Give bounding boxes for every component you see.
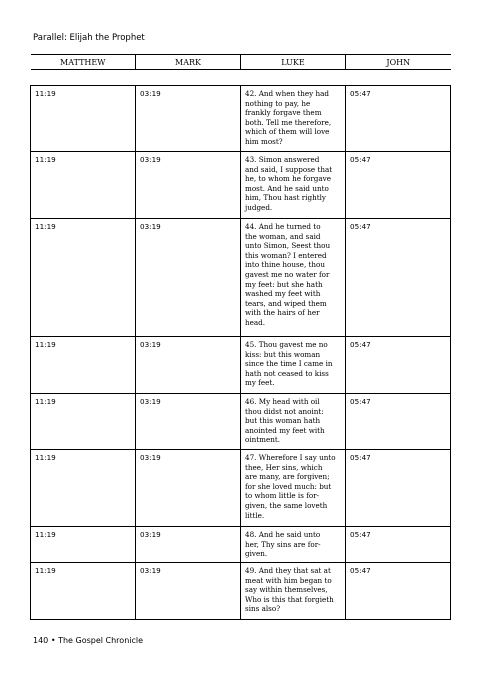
luke-verse: 49. And they that sat at meat with him began to say within themselves, Who is this that forgieth sins also? [245,566,334,614]
spacer-row [31,70,451,86]
john-ref: 05:47 [346,219,451,337]
page-title: Parallel: Elijah the Prophet [33,33,145,43]
table-row [31,394,451,450]
column-header-john: JOHN [346,55,451,70]
luke-verse: 46. My head with oil thou didst not anoint: but this woman hath anointed my feet with ointment. [245,397,325,445]
mark-ref: 03:19 [136,152,241,219]
john-ref: 05:47 [346,563,451,620]
john-ref: 05:47 [346,152,451,219]
luke-verse: 48. And he said unto her, Thy sins are for- given. [245,530,321,559]
mark-ref: 03:19 [136,86,241,152]
matthew-ref: 11:19 [31,450,136,527]
matthew-ref: 11:19 [31,337,136,394]
column-header-mark: MARK [136,55,241,70]
mark-ref: 03:19 [136,450,241,527]
john-ref: 05:47 [346,337,451,394]
luke-verse: 47. Wherefore I say unto thee, Her sins, which are many, are forgiven; for she loved much: but to whom little is for- given, the same loveth little. [245,453,336,520]
table-row [31,527,451,563]
luke-verse: 44. And he turned to the woman, and said unto Simon, Seest thou this woman? I entered into thine house, thou gavest me no water for my feet: but she hath washed my feet with tears, and wiped them with the hairs of her head. [245,222,331,327]
mark-ref: 03:19 [136,563,241,620]
table-row [31,450,451,527]
table-row [31,219,451,337]
john-ref: 05:47 [346,394,451,450]
matthew-ref: 11:19 [31,563,136,620]
matthew-ref: 11:19 [31,152,136,219]
john-ref: 05:47 [346,450,451,527]
luke-verse: 43. Simon answered and said, I suppose that he, to whom he forgave most. And he said unto him, Thou hast rightly judged. [245,155,333,212]
mark-ref: 03:19 [136,527,241,563]
luke-verse: 42. And when they had nothing to pay, he frankly forgave them both. Tell me therefore, which of them will love him most? [245,89,332,146]
mark-ref: 03:19 [136,337,241,394]
table-row [31,152,451,219]
john-ref: 05:47 [346,527,451,563]
luke-verse: 45. Thou gavest me no kiss: but this woman since the time I came in hath not ceased to kiss my feet. [245,340,333,388]
matthew-ref: 11:19 [31,86,136,152]
matthew-ref: 11:19 [31,527,136,563]
parallel-table [30,54,451,620]
mark-ref: 03:19 [136,394,241,450]
matthew-ref: 11:19 [31,394,136,450]
column-header-matthew: MATTHEW [31,55,136,70]
mark-ref: 03:19 [136,219,241,337]
column-header-luke: LUKE [241,55,346,70]
page-footer: 140 • The Gospel Chronicle [33,636,144,645]
matthew-ref: 11:19 [31,219,136,337]
table-row [31,86,451,152]
john-ref: 05:47 [346,86,451,152]
table-row [31,337,451,394]
header-row [31,55,451,70]
table-row [31,563,451,620]
